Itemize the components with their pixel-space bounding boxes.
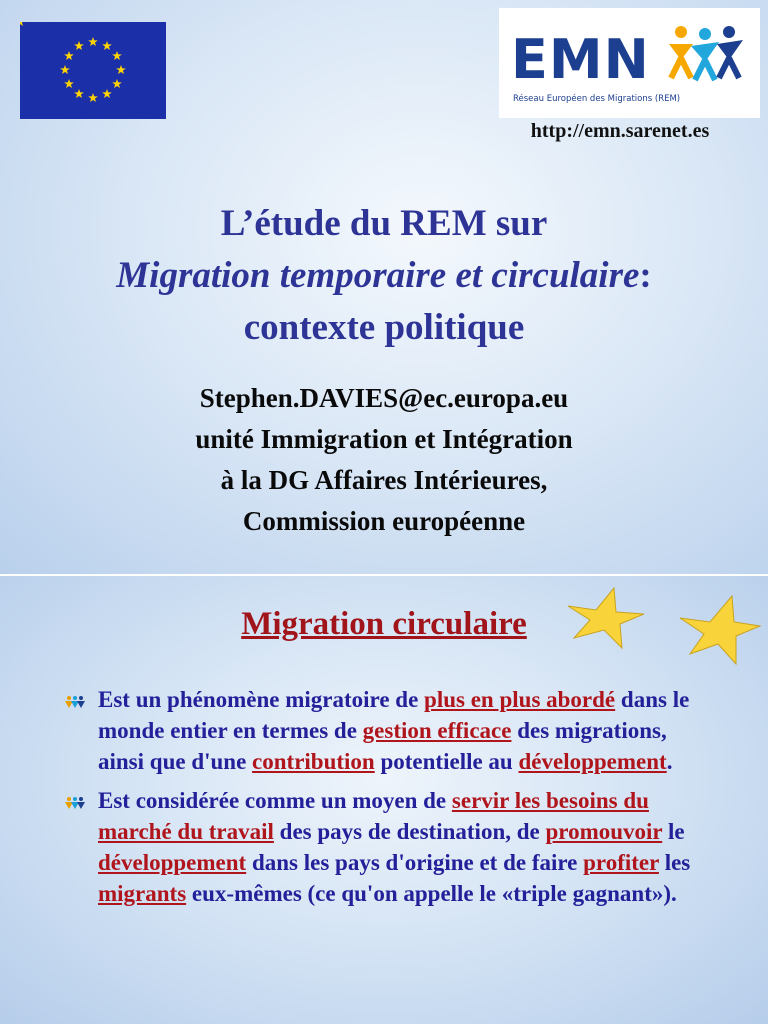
highlighted-term: développement <box>518 749 667 774</box>
bullet-people-icon <box>64 686 86 717</box>
bullet-text: Est considérée comme un moyen de <box>98 788 452 813</box>
emn-figures-icon <box>651 22 747 82</box>
highlighted-term: gestion efficace <box>362 718 512 743</box>
section-title: Migration circulaire <box>241 606 527 642</box>
highlighted-term: contribution <box>252 749 375 774</box>
title-line-1: L’étude du REM sur <box>220 203 548 244</box>
author-unit: unité Immigration et Intégration <box>195 424 573 454</box>
author-email[interactable]: Stephen.DAVIES@ec.europa.eu <box>199 383 569 413</box>
content-slide <box>0 576 768 1024</box>
star-icon <box>564 586 648 650</box>
bullet-people-icon <box>64 787 86 818</box>
eu-flag-icon <box>20 22 166 119</box>
bullet-text: les <box>658 850 691 875</box>
emn-logo-text: EMN <box>511 28 650 91</box>
emn-logo-subtitle: Réseau Européen des Migrations (REM) <box>513 94 681 104</box>
highlighted-term: profiter <box>583 850 659 875</box>
bullet-list <box>64 684 714 917</box>
highlighted-term: promouvoir <box>545 819 663 844</box>
bullet-text: le <box>662 819 685 844</box>
slide-title <box>30 198 738 354</box>
bullet-text: Est un phénomène migratoire de <box>98 687 425 712</box>
highlighted-term: plus en plus abordé <box>424 687 616 712</box>
bullet-text: des pays de destination, de <box>273 819 546 844</box>
bullet-text: . <box>666 749 673 774</box>
title-line-2-suffix: : <box>639 255 652 296</box>
bullet-text: eux-mêmes (ce qu'on appelle le «triple gagnant»). <box>186 881 677 906</box>
bullet-text: dans le monde entier en termes de <box>98 687 690 743</box>
title-line-2 <box>30 250 738 302</box>
emn-logo <box>499 8 760 118</box>
bullet-text: dans les pays d'origine et de faire <box>246 850 584 875</box>
title-line-2-italic: Migration temporaire et circulaire <box>116 255 640 296</box>
bullet-item <box>64 684 714 777</box>
bullet-text: potentielle au <box>374 749 519 774</box>
bullet-text: des migrations, ainsi que d'une <box>98 718 667 774</box>
website-url[interactable]: http://emn.sarenet.es <box>530 120 710 142</box>
highlighted-term: développement <box>98 850 247 875</box>
bullet-item <box>64 785 714 909</box>
title-line-3: contexte politique <box>243 307 525 348</box>
author-org: Commission européenne <box>242 506 526 536</box>
star-icon <box>676 594 762 666</box>
author-dg: à la DG Affaires Intérieures, <box>220 465 548 495</box>
highlighted-term: migrants <box>98 881 187 906</box>
author-block <box>30 378 738 542</box>
highlighted-term: servir les besoins du marché du travail <box>98 788 649 844</box>
